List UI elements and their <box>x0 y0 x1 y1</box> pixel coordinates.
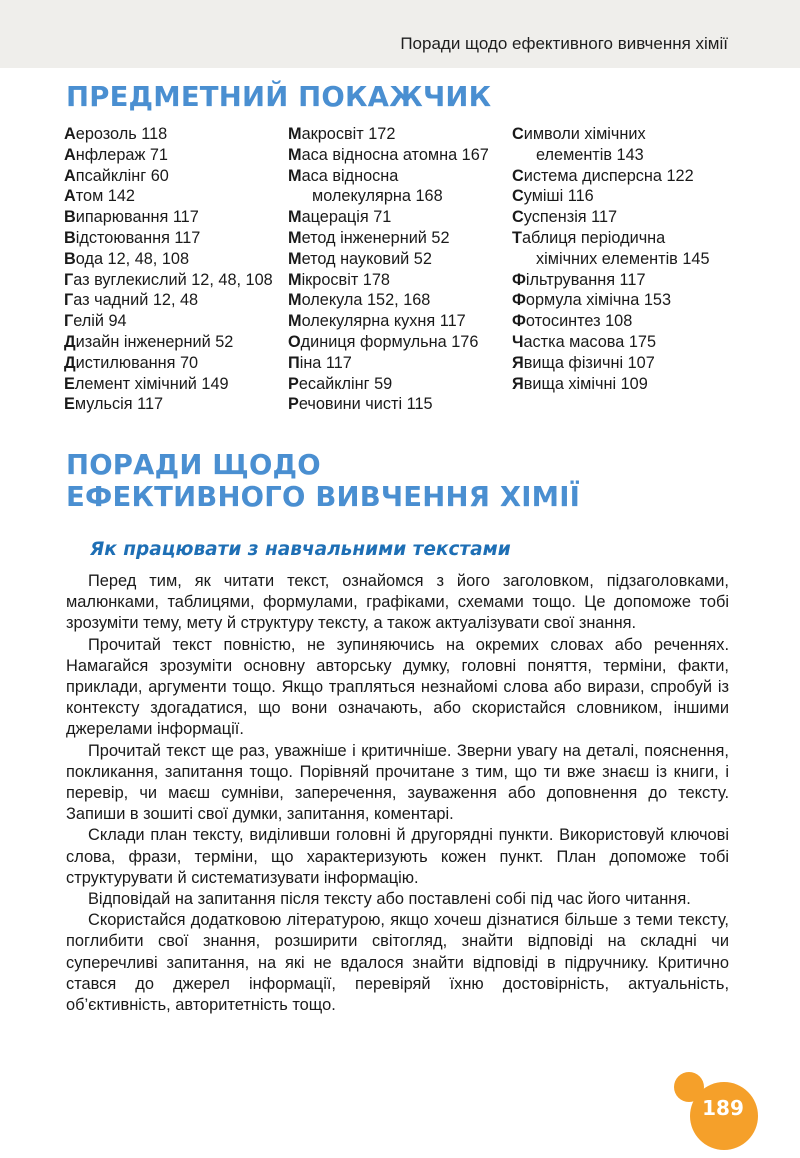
paragraph: Перед тим, як читати текст, ознайомся з його заголовком, підзаголовками, малюнками, таблицями, формулами, графіками, схемами тощо. Це допоможе тобі зрозуміти тему, мету й структуру тексту, а також актуалізувати свої знання. <box>66 572 729 633</box>
index-entry-text: успензія 117 <box>523 208 618 227</box>
index-entry-text: етод науковий 52 <box>301 249 432 268</box>
index-entry <box>288 311 489 332</box>
index-entry <box>64 166 273 187</box>
index-entry <box>64 332 273 353</box>
index-entry-initial: М <box>288 249 302 268</box>
index-entry-initial: Ф <box>512 270 526 289</box>
index-entry-text: елій 94 <box>73 312 127 331</box>
tips-title-line-2: ЕФЕКТИВНОГО ВИВЧЕННЯ ХІМІЇ <box>66 481 581 513</box>
index-entry <box>288 145 489 166</box>
paragraph: Прочитай текст ще раз, уважніше і критичніше. Зверни увагу на деталі, пояснення, покликання, запитання тощо. Порівняй прочитане з тим, що ти вже знаєш із книги, і перевір, чи маєш сумніви, заперечення, зауваження або доповнення до тексту. Запиши в зошиті свої думки, запитання, коментарі. <box>66 741 729 824</box>
index-entry-text: есайклінг 59 <box>298 374 393 393</box>
index-entry-text: аса відносна атомна 167 <box>301 145 489 164</box>
paragraph: Відповідай на запитання після тексту або поставлені собі під час його читання. <box>88 890 691 909</box>
index-entry-initial: А <box>64 145 76 164</box>
index-entry-text: псайклінг 60 <box>75 166 169 185</box>
index-entry-text: уміші 116 <box>523 187 594 206</box>
index-entry-text: лемент хімічний 149 <box>74 374 229 393</box>
index-entry-initial: Ф <box>512 312 526 331</box>
index-entry <box>64 249 273 270</box>
index-entry-initial: Г <box>64 291 74 310</box>
index-entry <box>64 311 273 332</box>
index-entry <box>288 394 489 415</box>
index-entry <box>64 270 273 291</box>
index-entry-text: вища хімічні 109 <box>523 374 648 393</box>
index-entry-text: акросвіт 172 <box>301 125 396 143</box>
index-entry <box>288 249 489 270</box>
index-entry-initial: П <box>288 353 300 372</box>
tips-subheading: Як працювати з навчальними текстами <box>90 539 511 560</box>
index-entry-initial: Г <box>64 312 74 331</box>
index-entry-initial: М <box>288 312 302 331</box>
index-entry-initial: В <box>64 228 76 247</box>
index-entry-initial: М <box>288 208 302 227</box>
index-entry <box>512 228 710 249</box>
index-entry <box>512 332 710 353</box>
index-entry <box>512 124 710 145</box>
index-entry-text: отосинтез 108 <box>525 312 633 331</box>
index-title: ПРЕДМЕТНИЙ ПОКАЖЧИК <box>66 81 492 113</box>
index-entry <box>512 145 710 166</box>
index-entry-text: іна 117 <box>299 353 352 372</box>
index-entry-text: молекулярна 168 <box>312 187 443 206</box>
index-entry-initial: А <box>64 166 76 185</box>
index-entry-initial: С <box>512 208 524 227</box>
paragraph: Склади план тексту, виділивши головні й другорядні пункти. Використовуй ключові слова, фрази, терміни, що характеризують кожен пункт. План допоможе тобі структурувати й систематизувати інформацію. <box>66 826 729 887</box>
index-entry <box>288 228 489 249</box>
index-entry-text: ікросвіт 178 <box>301 270 390 289</box>
index-entry-initial: С <box>512 166 524 185</box>
index-entry <box>64 394 273 415</box>
index-entry-initial: М <box>288 291 302 310</box>
index-entry <box>288 374 489 395</box>
index-entry-initial: Д <box>64 332 76 351</box>
index-entry-initial: Ф <box>512 291 526 310</box>
index-entry <box>512 353 710 374</box>
index-column-2 <box>288 124 489 415</box>
index-entry <box>288 270 489 291</box>
index-entry-text: аблиця періодична <box>521 228 666 247</box>
index-entry <box>288 290 489 311</box>
index-entry <box>512 270 710 291</box>
index-entry-initial: М <box>288 166 302 185</box>
index-entry-initial: С <box>512 125 524 143</box>
index-entry <box>64 290 273 311</box>
index-entry-text: нфлераж 71 <box>75 145 168 164</box>
index-entry <box>64 228 273 249</box>
index-entry <box>512 166 710 187</box>
index-entry-text: елементів 143 <box>536 145 644 164</box>
index-entry-text: астка масова 175 <box>523 332 657 351</box>
index-entry-text: изайн інженерний 52 <box>75 332 234 351</box>
index-entry-initial: Я <box>512 374 524 393</box>
index-entry <box>64 374 273 395</box>
running-header-title: Поради щодо ефективного вивчення хімії <box>400 34 728 53</box>
index-entry <box>512 249 710 270</box>
index-entry <box>64 186 273 207</box>
index-entry-text: диниця формульна 176 <box>300 332 479 351</box>
index-entry-text: ипарювання 117 <box>75 208 199 227</box>
index-entry <box>512 186 710 207</box>
index-entry-text: истилювання 70 <box>75 353 199 372</box>
index-entry-initial: Я <box>512 353 524 372</box>
index-entry <box>288 186 489 207</box>
index-entry-text: ечовини чисті 115 <box>298 395 433 414</box>
index-entry-initial: Ч <box>512 332 524 351</box>
index-entry-initial: Е <box>64 395 75 414</box>
index-entry-initial: В <box>64 249 76 268</box>
index-entry-text: етод інженерний 52 <box>301 228 450 247</box>
index-entry-initial: М <box>288 145 302 164</box>
index-entry-initial: А <box>64 187 76 206</box>
index-entry-text: истема дисперсна 122 <box>523 166 694 185</box>
index-entry-text: мульсія 117 <box>74 395 164 414</box>
index-entry <box>64 124 273 145</box>
page-number: 189 <box>702 1096 744 1120</box>
index-entry-initial: В <box>64 208 76 227</box>
index-entry-initial: Д <box>64 353 76 372</box>
index-entry-text: олекулярна кухня 117 <box>301 312 466 331</box>
index-entry-text: аса відносна <box>301 166 399 185</box>
index-entry-text: аз чадний 12, 48 <box>73 291 199 310</box>
index-entry <box>288 207 489 228</box>
index-entry <box>288 353 489 374</box>
index-column-3 <box>512 124 710 394</box>
index-entry-initial: Р <box>288 374 299 393</box>
index-entry <box>64 353 273 374</box>
index-entry-initial: Г <box>64 270 74 289</box>
index-entry-initial: С <box>512 187 524 206</box>
index-entry-initial: О <box>288 332 301 351</box>
index-entry-initial: Т <box>512 228 522 247</box>
index-entry-text: имволи хімічних <box>523 125 646 143</box>
index-entry-initial: А <box>64 125 76 143</box>
index-entry <box>512 207 710 228</box>
index-entry-text: ормула хімічна 153 <box>525 291 672 310</box>
index-entry <box>288 166 489 187</box>
index-entry-text: ерозоль 118 <box>75 125 168 143</box>
index-entry-text: вища фізичні 107 <box>523 353 655 372</box>
index-entry <box>288 124 489 145</box>
index-entry <box>512 311 710 332</box>
index-entry <box>288 332 489 353</box>
index-entry-text: аз вуглекислий 12, 48, 108 <box>73 270 273 289</box>
index-entry-text: ідстоювання 117 <box>75 228 201 247</box>
index-entry <box>64 145 273 166</box>
index-entry-initial: Е <box>64 374 75 393</box>
paragraph: Прочитай текст повністю, не зупиняючись на окремих словах або реченнях. Намагайся зрозуміти основну авторську думку, головні поняття, терміни, факти, приклади, аргументи тощо. Якщо трапляться незнайомі слова або вирази, спробуй із контексту здогадатися, що вони означають, або скористайся словником, іншими джерелами інформації. <box>66 635 729 739</box>
index-entry <box>64 207 273 228</box>
index-entry-text: ода 12, 48, 108 <box>75 249 190 268</box>
index-entry-initial: М <box>288 125 302 143</box>
index-entry-text: ільтрування 117 <box>525 270 646 289</box>
index-entry <box>512 290 710 311</box>
tips-title-line-1: ПОРАДИ ЩОДО <box>66 449 321 481</box>
index-entry-initial: М <box>288 228 302 247</box>
index-entry-text: ацерація 71 <box>301 208 392 227</box>
index-entry-initial: Р <box>288 395 299 414</box>
index-entry-text: том 142 <box>75 187 135 206</box>
index-column-1 <box>64 124 273 415</box>
index-entry <box>512 374 710 395</box>
paragraph: Скористайся додатковою літературою, якщо хочеш дізнатися більше з теми тексту, поглибити свої знання, розширити світогляд, знайти відповіді на складні чи суперечливі запитання, на які не вдалося знайти відповіді в підручнику. Критично стався до джерел інформації, перевіряй їхню достовірність, актуальність, об’єктивність, авторитетність тощо. <box>66 911 729 1015</box>
index-entry-initial: М <box>288 270 302 289</box>
tips-body <box>66 571 729 1016</box>
index-entry-text: хімічних елементів 145 <box>536 249 710 268</box>
index-entry-text: олекула 152, 168 <box>301 291 431 310</box>
